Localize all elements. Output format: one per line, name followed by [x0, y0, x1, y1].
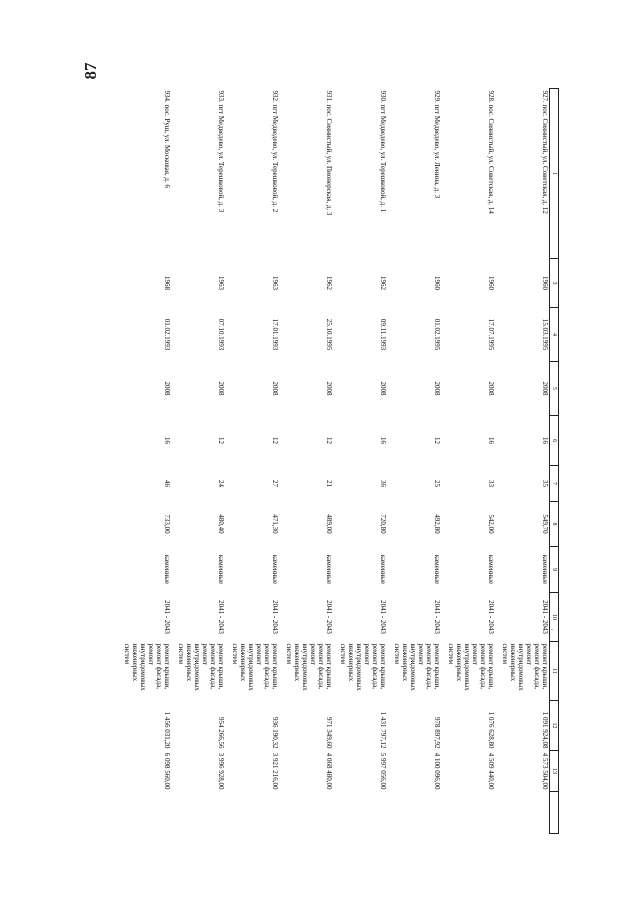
year-built-cell: 1962 — [325, 276, 334, 290]
apartments-cell: 16 — [379, 437, 388, 444]
table-row — [388, 89, 442, 834]
apartments-cell: 12 — [217, 437, 226, 444]
apartments-cell: 12 — [271, 437, 280, 444]
residents-cell: 35 — [541, 480, 549, 487]
cost-cell: 978 897,92 — [433, 717, 442, 749]
repair-types-cell: ремонт крыши, ремонт фасада, ремонт внутридомовых инженерных систем — [123, 643, 172, 691]
total-cost-cell: 4 068 480,00 — [325, 752, 334, 790]
header-cell: 13 — [550, 751, 559, 792]
repair-types-cell: ремонт крыши, ремонт фасада, ремонт внутридомовых инженерных систем — [177, 643, 226, 691]
wall-material-cell: каменные — [271, 554, 280, 585]
header-cell: 4 — [550, 308, 559, 362]
row-number: 932. — [271, 90, 280, 103]
header-cell: 5 — [550, 362, 559, 416]
address-cell — [334, 89, 388, 259]
apartments-cell: 16 — [541, 437, 549, 444]
repair-types-cell: ремонт крыши, ремонт фасада, ремонт внутридомовых инженерных систем — [447, 643, 496, 691]
address-cell — [172, 89, 226, 259]
header-cell: 7 — [550, 466, 559, 502]
residents-cell: 21 — [325, 480, 334, 487]
address-cell — [226, 89, 280, 259]
privatization-date-cell: 17.07.1995 — [487, 318, 496, 351]
header-cell: 10 — [550, 593, 559, 642]
row-number: 933. — [217, 90, 226, 103]
cost-cell: 1 076 628,80 — [487, 711, 496, 749]
address-cell — [388, 89, 442, 259]
total-cost-cell: 3 996 928,00 — [217, 752, 226, 790]
row-address: пгт Медведево, ул. Терешковой, д. 2 — [271, 104, 280, 213]
row-number: 930. — [379, 90, 388, 103]
privatization-date-cell: 01.02.1995 — [433, 318, 442, 351]
address-cell — [442, 89, 496, 259]
year-built-cell: 1960 — [433, 276, 442, 290]
privatization-date-cell: 09.11.1993 — [379, 318, 388, 351]
area-cell: 733,00 — [163, 514, 172, 534]
apartments-cell: 12 — [325, 437, 334, 444]
row-number: 934. — [163, 90, 172, 103]
privatization-date-cell: 25.10.1995 — [325, 318, 334, 351]
header-cell: 3 — [550, 259, 559, 308]
table-row — [226, 89, 280, 834]
row-address: пос. Сиянистый, ул. Пионерская, д. 3 — [325, 104, 334, 216]
row-number: 927. — [541, 90, 549, 103]
cost-cell: 936 190,32 — [271, 717, 280, 749]
rotated-page-content — [104, 88, 559, 833]
wall-material-cell: каменные — [541, 554, 549, 585]
total-cost-cell: 4 100 096,00 — [433, 752, 442, 790]
repair-period-cell: 2041 - 2043 — [217, 600, 226, 634]
row-number: 929. — [433, 90, 442, 103]
repair-types-cell: ремонт крыши, ремонт фасада, ремонт внутридомовых инженерных систем — [393, 643, 442, 691]
repair-types-cell: ремонт крыши, ремонт фасада, ремонт внутридомовых инженерных систем — [339, 643, 388, 691]
last-repair-year-cell: 2008 — [541, 381, 549, 396]
header-cell: 12 — [550, 701, 559, 751]
privatization-date-cell: 15.03.1995 — [541, 318, 549, 351]
table-row — [280, 89, 334, 834]
last-repair-year-cell: 2008 — [163, 381, 172, 396]
area-cell: 489,00 — [325, 514, 334, 534]
residents-cell: 46 — [163, 480, 172, 487]
residents-cell: 36 — [379, 480, 388, 487]
table-row — [442, 89, 496, 834]
wall-material-cell: каменные — [379, 554, 388, 585]
wall-material-cell: каменные — [433, 554, 442, 585]
last-repair-year-cell: 2008 — [325, 381, 334, 396]
last-repair-year-cell: 2008 — [217, 381, 226, 396]
repair-period-cell: 2041 - 2043 — [541, 600, 549, 634]
apartments-cell: 16 — [163, 437, 172, 444]
wall-material-cell: каменные — [217, 554, 226, 585]
area-cell: 492,80 — [433, 514, 442, 534]
header-cell — [550, 792, 559, 834]
residents-cell: 27 — [271, 480, 280, 487]
year-built-cell: 1968 — [163, 276, 172, 290]
apartments-cell: 16 — [487, 437, 496, 444]
repair-period-cell: 2041 - 2043 — [433, 600, 442, 634]
repair-period-cell: 2041 - 2043 — [163, 600, 172, 634]
privatization-date-cell: 07.10.1993 — [217, 318, 226, 351]
cost-cell: 1 456 031,20 — [163, 711, 172, 749]
total-cost-cell: 4 509 440,00 — [487, 752, 496, 790]
cost-cell: 1 431 797,12 — [379, 711, 388, 749]
last-repair-year-cell: 2008 — [433, 381, 442, 396]
area-cell: 471,30 — [271, 514, 280, 534]
row-number: 931. — [325, 90, 334, 103]
total-cost-cell: 3 921 216,00 — [271, 752, 280, 790]
wall-material-cell: каменные — [487, 554, 496, 585]
residents-cell: 33 — [487, 480, 496, 487]
total-cost-cell: 6 098 560,00 — [163, 752, 172, 790]
table-header-row — [550, 89, 559, 834]
cost-cell: 954 266,56 — [217, 717, 226, 749]
residents-cell: 24 — [217, 480, 226, 487]
area-cell: 480,40 — [217, 514, 226, 534]
year-built-cell: 1963 — [217, 276, 226, 290]
header-cell: 9 — [550, 547, 559, 593]
year-built-cell: 1963 — [271, 276, 280, 290]
wall-material-cell: каменные — [163, 554, 172, 585]
area-cell: 720,80 — [379, 514, 388, 534]
header-cell: 11 — [550, 642, 559, 701]
page-number: 87 — [81, 62, 100, 80]
year-built-cell: 1960 — [541, 276, 549, 290]
apartments-cell: 12 — [433, 437, 442, 444]
table-row — [172, 89, 226, 834]
repair-types-cell: ремонт крыши, ремонт фасада, ремонт внутридомовых инженерных систем — [501, 643, 549, 691]
repair-period-cell: 2041 - 2043 — [271, 600, 280, 634]
area-cell: 542,00 — [487, 514, 496, 534]
last-repair-year-cell: 2008 — [271, 381, 280, 396]
row-address: пгт Медведево, ул. Ленина, д. 3 — [433, 104, 442, 199]
repair-types-cell: ремонт крыши, ремонт фасада, ремонт внутридомовых инженерных систем — [285, 643, 334, 691]
row-address: пгт Медведево, ул. Терешковой, д. 1 — [379, 104, 388, 213]
table-container — [104, 88, 559, 833]
total-cost-cell: 4 573 504,00 — [541, 752, 549, 790]
residents-cell: 25 — [433, 480, 442, 487]
area-cell: 549,70 — [541, 514, 549, 534]
row-address: пос. Сиянистый, ул. Советская, д. 14 — [487, 104, 496, 214]
privatization-date-cell: 01.02.1993 — [163, 318, 172, 351]
repair-period-cell: 2041 - 2043 — [487, 600, 496, 634]
capital-repair-table — [118, 88, 560, 834]
header-cell: 1 — [550, 89, 559, 259]
last-repair-year-cell: 2008 — [379, 381, 388, 396]
last-repair-year-cell: 2008 — [487, 381, 496, 396]
table-row — [334, 89, 388, 834]
table-row — [496, 89, 550, 834]
address-cell — [280, 89, 334, 259]
wall-material-cell: каменные — [325, 554, 334, 585]
header-cell: 6 — [550, 416, 559, 466]
cost-cell: 971 349,60 — [325, 717, 334, 749]
cost-cell: 1 091 924,08 — [541, 711, 549, 749]
table-row — [118, 89, 172, 834]
row-number: 928. — [487, 90, 496, 103]
privatization-date-cell: 17.01.1993 — [271, 318, 280, 351]
address-cell — [496, 89, 550, 259]
repair-period-cell: 2041 - 2043 — [379, 600, 388, 634]
row-address: пгт Медведево, ул. Терешковой, д. 3 — [217, 104, 226, 213]
header-cell: 8 — [550, 502, 559, 547]
year-built-cell: 1962 — [379, 276, 388, 290]
address-cell — [118, 89, 172, 259]
row-address: пос. Руш, ул. Московая, д. 6 — [163, 104, 172, 188]
row-address: пос. Сиянистый, ул. Советская, д. 12 — [541, 104, 549, 214]
repair-period-cell: 2041 - 2043 — [325, 600, 334, 634]
total-cost-cell: 5 997 056,00 — [379, 752, 388, 790]
year-built-cell: 1960 — [487, 276, 496, 290]
repair-types-cell: ремонт крыши, ремонт фасада, ремонт внутридомовых инженерных систем — [231, 643, 280, 691]
